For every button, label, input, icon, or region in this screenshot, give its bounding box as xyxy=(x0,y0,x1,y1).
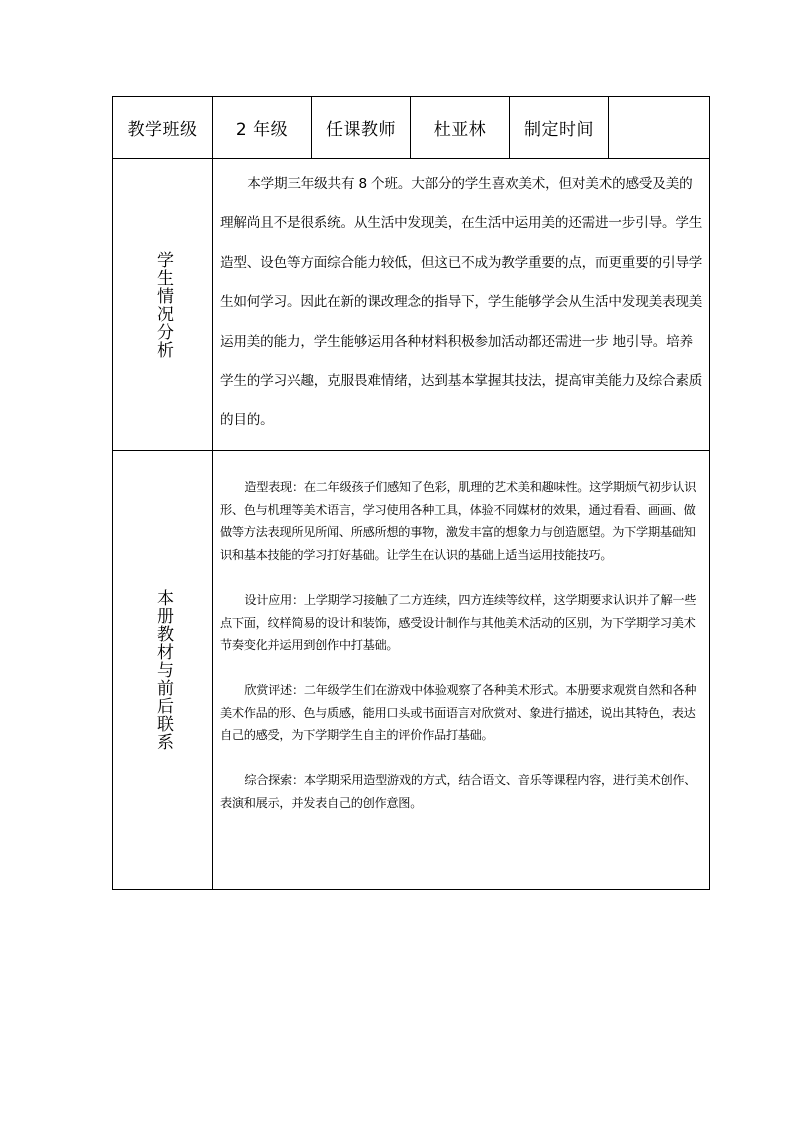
content-label-cell xyxy=(113,451,213,890)
content-paragraph-modeling: 造型表现：在二年级孩子们感知了色彩，肌理的艺术美和趣味性。这学期烦气初步认识形、色与机理等美术语言，学习使用各种工具，体验不同媒材的效果，通过看看、画画、做做等方法表现所见所闻、所感所想的事物，激发丰富的想象力与创造愿望。为下学期基础知识和基本技能的学习打好基础。让学生在认识的基础上适当运用技能技巧。 xyxy=(220,480,697,563)
analysis-text: 本学期三年级共有 8 个班。大部分的学生喜欢美术，但对美术的感受及美的理解尚且不是很系统。从生活中发现美，在生活中运用美的还需进一步引导。学生造型、设色等方面综合能力较低，但这已不成为教学重要的点，而更重要的引导学生如何学习。因此在新的课改理念的指导下，学生能够学会从生活中发现美表现美运用美的能力，学生能够运用各种材料积极参加活动都还需进一步 地引导。培养学生的学习兴趣，克服畏难情绪，达到基本掌握其技法，提高审美能力及综合素质的目的。 xyxy=(220,176,703,429)
header-row xyxy=(113,97,710,159)
content-label: 本册教材与前后联系 xyxy=(153,589,173,751)
content-paragraph-exploration: 综合探索：本学期采用造型游戏的方式，结合语文、音乐等课程内容，进行美术创作、表演和展示，并发表自己的创作意图。 xyxy=(220,773,697,810)
class-value: 2 年级 xyxy=(213,97,312,159)
analysis-text-cell xyxy=(213,159,710,451)
date-value xyxy=(609,97,710,159)
analysis-label-cell xyxy=(113,159,213,451)
class-label: 教学班级 xyxy=(113,97,213,159)
content-text-cell xyxy=(213,451,710,890)
content-paragraph-design: 设计应用：上学期学习接触了二方连续，四方连续等纹样，这学期要求认识并了解一些点下面，纹样简易的设计和装饰，感受设计制作与其他美术活动的区别，为下学期学习美术节奏变化并运用到创作中打基础。 xyxy=(220,592,697,653)
teaching-plan-table xyxy=(112,96,710,890)
analysis-label: 学生情况分析 xyxy=(153,250,173,359)
teacher-value: 杜亚林 xyxy=(411,97,510,159)
content-row xyxy=(113,451,710,890)
content-paragraph-appreciation: 欣赏评述：二年级学生们在游戏中体验观察了各种美术形式。本册要求观赏自然和各种美术作品的形、色与质感，能用口头或书面语言对欣赏对、象进行描述，说出其特色，表达自己的感受，为下学期学生自主的评价作品打基础。 xyxy=(220,682,697,743)
teacher-label: 任课教师 xyxy=(312,97,411,159)
analysis-row xyxy=(113,159,710,451)
date-label: 制定时间 xyxy=(510,97,609,159)
